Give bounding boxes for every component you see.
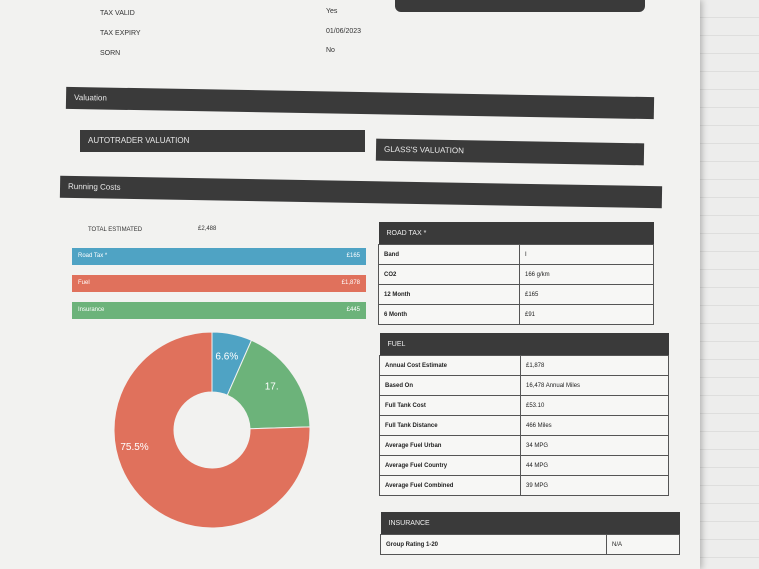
sorn-label: SORN: [100, 50, 121, 57]
fuel-row-value: 44 MPG: [521, 456, 669, 476]
road-tax-table: [378, 222, 654, 325]
fuel-cost-label: Fuel: [78, 280, 90, 286]
table-row: [379, 245, 654, 265]
table-row: [380, 396, 669, 416]
road-tax-band-value: I: [520, 245, 654, 265]
road-tax-6-month-key: 6 Month: [379, 305, 520, 325]
insurance-cost-bar: [72, 302, 366, 319]
road-tax-cost-value: £165: [346, 253, 360, 259]
tax-expiry-value: 01/06/2023: [326, 28, 362, 35]
insurance-cost-label: Insurance: [78, 307, 105, 313]
donut-slice-label: 6.6%: [215, 351, 239, 363]
lined-paper-background: [700, 0, 759, 569]
fuel-row-key: Full Tank Cost: [380, 396, 521, 416]
insurance-cost-value: £445: [346, 307, 360, 313]
running-costs-title: Running Costs: [67, 181, 121, 192]
table-row: [379, 305, 654, 325]
glass-valuation-label: GLASS'S VALUATION: [383, 144, 465, 156]
fuel-table: [379, 333, 669, 496]
tax-expiry-label: TAX EXPIRY: [100, 30, 141, 37]
table-row: [380, 436, 669, 456]
total-estimated-value: £2,488: [198, 226, 217, 232]
fuel-row-value: 34 MPG: [521, 436, 669, 456]
road-tax-cost-label: Road Tax *: [78, 253, 108, 259]
fuel-row-key: Based On: [380, 376, 521, 396]
insurance-table-title: INSURANCE: [381, 512, 680, 535]
table-row: [379, 285, 654, 305]
total-estimated-label: TOTAL ESTIMATED: [88, 227, 143, 233]
fuel-row-value: 466 Miles: [521, 416, 669, 436]
table-row: [380, 376, 669, 396]
insurance-table: [380, 512, 680, 555]
fuel-row-key: Average Fuel Urban: [380, 436, 521, 456]
fuel-row-key: Annual Cost Estimate: [380, 356, 521, 376]
fuel-row-key: Average Fuel Country: [380, 456, 521, 476]
fuel-row-value: £53.10: [521, 396, 669, 416]
autotrader-valuation-header: [80, 130, 365, 152]
road-tax-table-title: ROAD TAX *: [379, 222, 654, 245]
glass-valuation-header: [376, 139, 644, 166]
donut-slice-label: 75.5%: [120, 441, 149, 453]
fuel-cost-bar: [72, 275, 366, 292]
table-row: [381, 535, 680, 555]
sorn-value: No: [326, 47, 335, 54]
table-row: [379, 265, 654, 285]
insurance-group-rating-value: N/A: [607, 535, 680, 555]
tax-valid-label: TAX VALID: [100, 10, 135, 17]
valuation-section-header: [66, 87, 654, 119]
fuel-row-key: Average Fuel Combined: [380, 476, 521, 496]
road-tax-6-month-value: £91: [520, 305, 654, 325]
donut-svg: [112, 330, 312, 530]
road-tax-co2-key: CO2: [379, 265, 520, 285]
autotrader-valuation-label: AUTOTRADER VALUATION: [88, 136, 190, 145]
table-row: [380, 356, 669, 376]
road-tax-co2-value: 166 g/km: [520, 265, 654, 285]
fuel-row-value: 16,478 Annual Miles: [521, 376, 669, 396]
table-row: [380, 476, 669, 496]
header-bar-remnant: [395, 0, 645, 12]
valuation-title: Valuation: [73, 93, 107, 103]
table-row: [380, 416, 669, 436]
fuel-cost-value: £1,878: [341, 280, 360, 286]
road-tax-cost-bar: [72, 248, 366, 265]
tax-valid-value: Yes: [326, 8, 338, 15]
fuel-row-key: Full Tank Distance: [380, 416, 521, 436]
road-tax-12-month-key: 12 Month: [379, 285, 520, 305]
insurance-group-rating-key: Group Rating 1-20: [381, 535, 607, 555]
table-row: [380, 456, 669, 476]
fuel-row-value: £1,878: [521, 356, 669, 376]
running-costs-section-header: [60, 176, 662, 209]
road-tax-12-month-value: £165: [520, 285, 654, 305]
fuel-row-value: 39 MPG: [521, 476, 669, 496]
running-costs-donut-chart: [112, 330, 312, 530]
donut-slice-label: 17.: [264, 381, 279, 393]
fuel-table-title: FUEL: [380, 333, 669, 356]
road-tax-band-key: Band: [379, 245, 520, 265]
